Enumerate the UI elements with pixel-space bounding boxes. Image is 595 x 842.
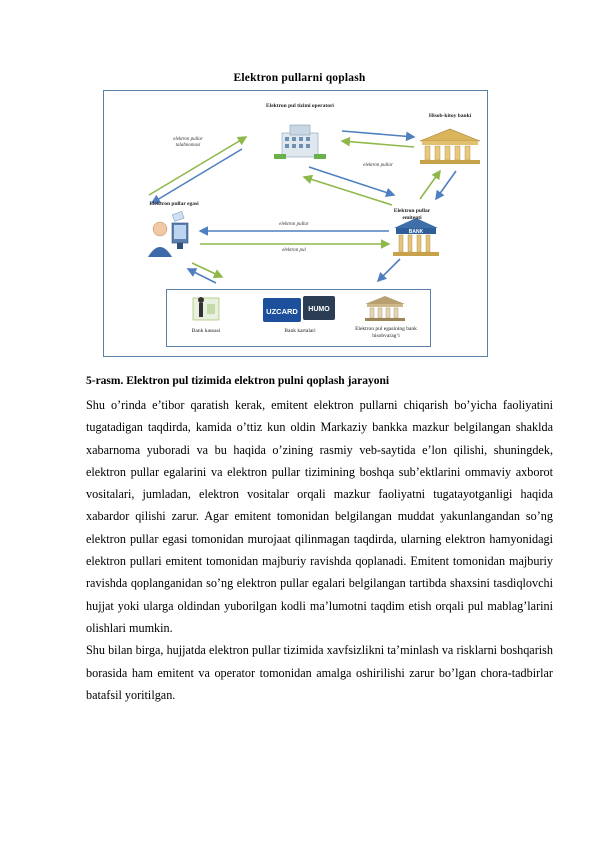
bank-cards-icon [263, 296, 335, 322]
paragraph: Shu bilan birga, hujjatda elektron pullar tizimida xavfsizlikni ta’minlash va risklarni boshqarish borasida ham emitent va operator tomonidan amalga oshirilishi zarur bo’lgan chora-tadbirlar batafsil yoritilgan. [86, 643, 553, 702]
owner-person-icon [148, 211, 188, 257]
operator-label: Elektron pul tizimi operatori [266, 103, 334, 109]
edge-label-middle-bottom: elektron pul [282, 248, 306, 253]
body-text [86, 394, 553, 706]
edge-label-right: elektron pullar [363, 163, 393, 168]
issuer-label: Elektron pullar emitenti [393, 208, 431, 221]
payment-channels-box [166, 289, 431, 347]
paragraph: Shu o’rinda e’tibor qaratish kerak, emitent elektron pullarni chiqarish bo’yicha faoliyatini tugatadigan taqdirda, kamida o’ttiz kun oldin Markaziy bankka mazkur belgilangan shaklda xabarnoma yuboradi va bu haqida o’zining rasmiy veb-saytida e’lon qilishi, shuningdek, elektron pullar egalarini va elektron pullar tizimining boshqa sub’ektlarini ommaviy axborot vositalari, jumladan, elektron vositalar orqali mazkur faoliyatni tugatayotganligi haqida xabardor qilishi zarur. Agar emitent tomonidan belgilangan muddat yakunlangandan so’ng elektron pullar egasi tomonidan murojaat qilinmagan taqdirda, ularning elektron hamyonidagi elektron pullari emitent tomonidan majburiy ravishda qoplanadi. Emitent tomonidan majburiy ravishda qoplanganidan so’ng elektron pullar egalari belgilangan tartibda shaxsini tasdiqlovchi hujjat yoki ularga oldindan yuborilgan kodli ma’lumotni taqdim etish orqali pul mablag’larini olishlari mumkin. [86, 398, 553, 635]
humo-text: HUMO [308, 306, 330, 313]
bank-account-icon [365, 296, 405, 321]
e-money-redemption-diagram [103, 90, 488, 357]
edge-label-request: elektron pullar talabnomasi [173, 137, 203, 148]
cash-desk-label: Bank kassasi [191, 328, 221, 334]
issuer-bank-icon [393, 218, 439, 256]
owner-label: Elektron pullar egasi [149, 201, 199, 207]
payment-channels-graphics [167, 290, 432, 348]
edge-label-middle-top: elektron pullar [279, 222, 309, 227]
clearing-bank-icon [420, 129, 480, 164]
bank-cards-label: Bank kartalari [284, 328, 316, 334]
bank-account-label: Elektron pul egasining bank hisobvarag‘i [355, 326, 417, 339]
cash-desk-icon [193, 297, 219, 320]
operator-building-icon [274, 125, 326, 159]
figure-title: Elektron pullarni qoplash [233, 72, 366, 84]
bank-sign-text: BANK [408, 229, 424, 235]
figure-caption: 5-rasm. Elektron pul tizimida elektron pulni qoplash jarayoni [86, 375, 390, 387]
uzcard-text: UZCARD [266, 307, 298, 316]
clearing-bank-label: Hisob-kitoy banki [428, 113, 472, 119]
